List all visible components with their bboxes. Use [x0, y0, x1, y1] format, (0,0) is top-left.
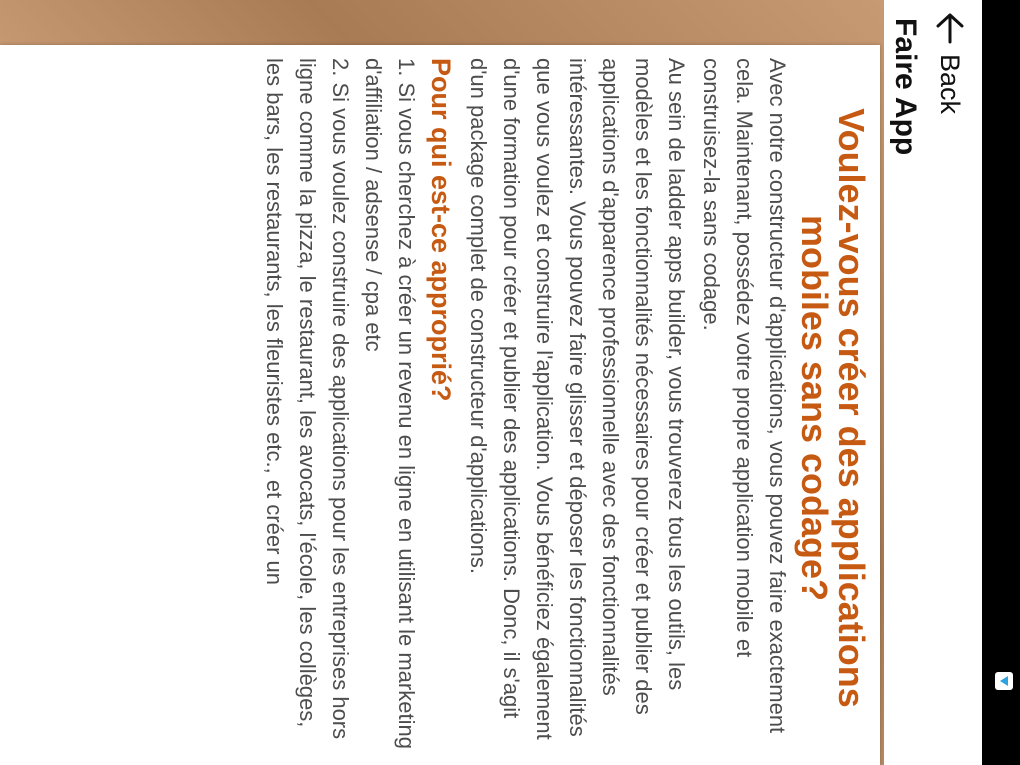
arrow-left-icon	[935, 12, 965, 44]
notification-icon	[995, 672, 1013, 690]
list-item: 1. Si vous cherchez à créer un revenu en ligne en utilisant le marketing d'affiliation / adsense / cpa etc	[361, 58, 419, 749]
article-card[interactable]	[0, 45, 880, 765]
article-title: Voulez-vous créer des applications mobiles sans codage?	[794, 108, 872, 708]
article-intro: Avec notre constructeur d'applications, vous pouvez faire exactement cela. Maintenant, possédez votre propre application mobile et construisez-la sans codage.	[699, 58, 790, 734]
article-content	[258, 58, 880, 758]
article-body: Au sein de ladder apps builder, vous trouverez tous les outils, les modèles et les fonctionnalités nécessaires pour créer et publier des applications d'apparence professionnelle avec des fonctionnalités intéressantes. Vous pouvez faire glisser et déposer les fonctionnalités que vous voulez et construire l'application. Vous bénéficiez également d'une formation pour créer et publier des applications. Donc, il s'agit d'un package complet de constructeur d'applications.	[466, 58, 689, 740]
app-title: Faire App	[889, 18, 922, 156]
back-label: Back	[935, 54, 966, 115]
app-bar	[884, 0, 982, 765]
section-title: Pour qui est-ce approprié?	[426, 58, 456, 402]
list-item: 2. Si vous voulez construire des applications pour les entreprises hors ligne comme la pizza, le restaurant, les avocats, l'école, les collèges, les bars, les restaurants, les fleuristes etc., et créer un	[262, 58, 353, 740]
back-button[interactable]	[930, 12, 970, 114]
status-bar	[982, 0, 1020, 765]
